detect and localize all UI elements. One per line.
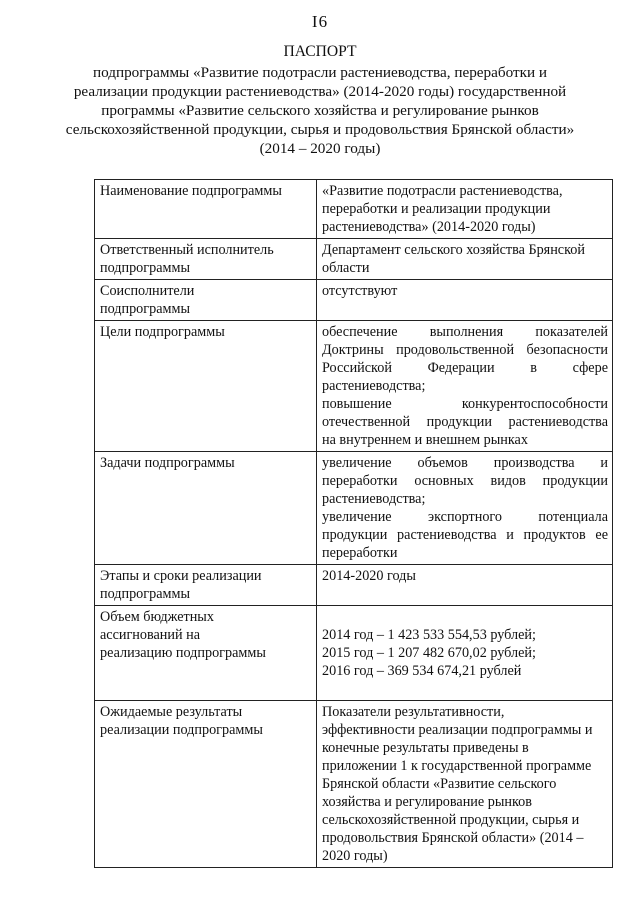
value-line: на внутреннем и внешнем рынках (322, 432, 528, 448)
table-row-goals (95, 321, 613, 452)
value-line: переработки (322, 545, 398, 561)
value-line: сельскохозяйственной продукции, сырья и (322, 812, 580, 828)
value-line: продукции растениеводства и продуктов ее (322, 527, 608, 543)
value-line: переработки и реализации продукции (322, 201, 551, 217)
row-label (95, 606, 317, 701)
row-label (95, 452, 317, 565)
label-line-spacer (100, 662, 312, 680)
table-row-budget (95, 606, 613, 701)
heading-line: (2014 – 2020 годы) (259, 140, 381, 157)
row-value (317, 321, 613, 452)
row-value (317, 565, 613, 606)
value-line: повышение конкурентоспособности (322, 396, 608, 412)
value-line: приложении 1 к государственной программе (322, 758, 592, 774)
value-line: конечные результаты приведены в (322, 740, 529, 756)
row-label (95, 180, 317, 239)
row-label (95, 701, 317, 868)
value-line: увеличение экспортного потенциала (322, 509, 608, 525)
value-line: Брянской области «Развитие сельского (322, 776, 557, 792)
label-line: реализацию подпрограммы (100, 645, 266, 661)
label-line: Ответственный исполнитель (100, 242, 274, 258)
row-value (317, 606, 613, 701)
value-line: переработки основных видов продукции (322, 473, 608, 489)
table-row-executor (95, 239, 613, 280)
passport-table (94, 179, 613, 868)
row-label (95, 239, 317, 280)
label-line: Цели подпрограммы (100, 324, 225, 340)
document-heading (60, 42, 580, 158)
label-line: Этапы и сроки реализации (100, 568, 262, 584)
value-line-spacer (322, 608, 608, 626)
value-line: продовольствия Брянской области» (2014 – (322, 830, 584, 846)
table-row-stages (95, 565, 613, 606)
value-line: отсутствуют (322, 283, 398, 299)
row-label (95, 565, 317, 606)
value-line: хозяйства и регулирование рынков (322, 794, 532, 810)
value-line: 2016 год – 369 534 674,21 рублей (322, 663, 522, 679)
row-value (317, 701, 613, 868)
table-row-coexecutors (95, 280, 613, 321)
table-row-name (95, 180, 613, 239)
value-line: Доктрины продовольственной безопасности (322, 342, 608, 358)
value-line: эффективности реализации подпрограммы и (322, 722, 593, 738)
table-row-results (95, 701, 613, 868)
value-line: растениеводства; (322, 378, 426, 394)
row-label (95, 280, 317, 321)
row-value (317, 452, 613, 565)
row-value (317, 239, 613, 280)
value-line: 2015 год – 1 207 482 670,02 рублей; (322, 645, 536, 661)
table-row-tasks (95, 452, 613, 565)
value-line: Показатели результативности, (322, 704, 505, 720)
row-value (317, 180, 613, 239)
document-title: ПАСПОРТ (283, 43, 357, 60)
row-value (317, 280, 613, 321)
value-line: отечественной продукции растениеводства (322, 414, 608, 430)
value-line: 2020 годы) (322, 848, 388, 864)
value-line: растениеводства» (2014-2020 годы) (322, 219, 536, 235)
heading-line: реализации продукции растениеводства» (2014-2020 годы) государственной (73, 83, 567, 100)
value-line-spacer (322, 680, 608, 698)
value-line: 2014 год – 1 423 533 554,53 рублей; (322, 627, 536, 643)
label-line: Задачи подпрограммы (100, 455, 235, 471)
heading-line: сельскохозяйственной продукции, сырья и продовольствия Брянской области» (65, 121, 575, 138)
value-line: обеспечение выполнения показателей (322, 324, 608, 340)
label-line: Наименование подпрограммы (100, 183, 282, 199)
label-line: реализации подпрограммы (100, 722, 263, 738)
value-line: увеличение объемов производства и (322, 455, 608, 471)
page-number: I6 (311, 12, 329, 31)
label-line: подпрограммы (100, 260, 190, 276)
label-line: ассигнований на (100, 627, 201, 643)
label-line: Объем бюджетных (100, 609, 214, 625)
label-line: Соисполнители (100, 283, 195, 299)
row-label (95, 321, 317, 452)
value-line: области (322, 260, 370, 276)
value-line: «Развитие подотрасли растениеводства, (322, 183, 563, 199)
label-line: Ожидаемые результаты (100, 704, 243, 720)
value-line: растениеводства; (322, 491, 426, 507)
label-line: подпрограммы (100, 586, 190, 602)
value-line: 2014-2020 годы (322, 568, 416, 584)
value-line: Российской Федерации в сфере (322, 360, 608, 376)
value-line: Департамент сельского хозяйства Брянской (322, 242, 585, 258)
label-line: подпрограммы (100, 301, 190, 317)
heading-line: подпрограммы «Развитие подотрасли растениеводства, переработки и (92, 64, 548, 81)
heading-line: программы «Развитие сельского хозяйства и регулирование рынков (101, 102, 539, 119)
